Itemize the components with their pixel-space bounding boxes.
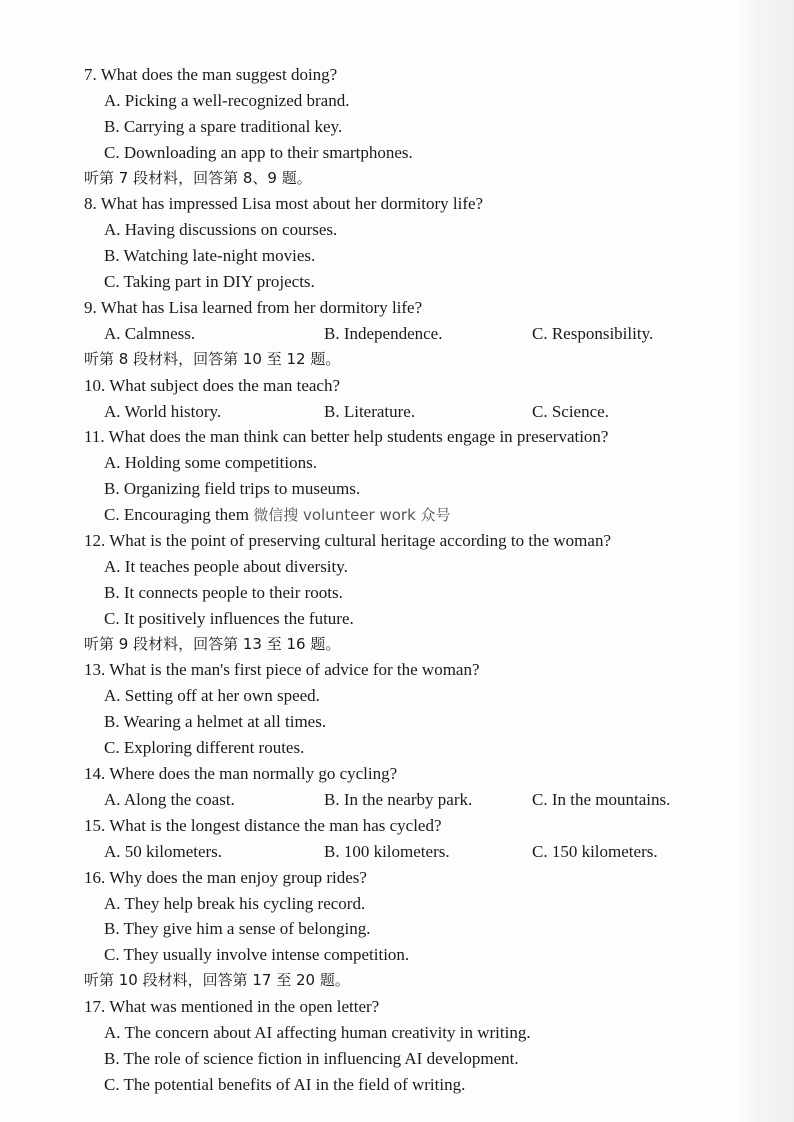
question-stem: 12. What is the point of preserving cultural heritage according to the woman? xyxy=(84,531,611,551)
option: B. In the nearby park. xyxy=(324,789,473,809)
option: B. 100 kilometers. xyxy=(324,841,450,861)
option: A. They help break his cycling record. xyxy=(104,893,366,913)
option: C. Responsibility. xyxy=(532,323,654,343)
option: C. They usually involve intense competition. xyxy=(104,945,410,965)
option: C. Science. xyxy=(532,401,609,421)
option: B. They give him a sense of belonging. xyxy=(104,919,371,939)
option-row xyxy=(84,787,744,813)
question-stem: 10. What subject does the man teach? xyxy=(84,375,341,395)
option: C. Downloading an app to their smartphones. xyxy=(104,142,413,162)
question-stem: 14. Where does the man normally go cycling? xyxy=(84,764,398,784)
option: B. Organizing field trips to museums. xyxy=(104,479,361,499)
question-stem: 17. What was mentioned in the open letter? xyxy=(84,997,380,1017)
option: A. World history. xyxy=(104,401,222,421)
section-instruction: 听第 9 段材料，回答第 13 至 16 题。 xyxy=(84,634,341,653)
option: A. 50 kilometers. xyxy=(104,841,223,861)
option: C. In the mountains. xyxy=(532,789,671,809)
question-stem: 16. Why does the man enjoy group rides? xyxy=(84,867,367,887)
option: B. Wearing a helmet at all times. xyxy=(104,712,327,732)
question-stem: 15. What is the longest distance the man has cycled? xyxy=(84,815,442,835)
question-stem: 11. What does the man think can better help students engage in preservation? xyxy=(84,427,609,447)
option: C. Taking part in DIY projects. xyxy=(104,272,315,292)
option: A. It teaches people about diversity. xyxy=(104,556,348,576)
option: B. Carrying a spare traditional key. xyxy=(104,116,343,136)
section-instruction: 听第 8 段材料，回答第 10 至 12 题。 xyxy=(84,349,341,368)
section-instruction: 听第 7 段材料，回答第 8、9 题。 xyxy=(84,168,312,187)
option: A. Holding some competitions. xyxy=(104,453,317,473)
question-stem: 8. What has impressed Lisa most about her dormitory life? xyxy=(84,194,484,214)
option xyxy=(84,502,744,528)
option: B. Watching late-night movies. xyxy=(104,246,316,266)
option: C. The potential benefits of AI in the field of writing. xyxy=(104,1074,466,1094)
option: C. 150 kilometers. xyxy=(532,841,658,861)
option: A. Having discussions on courses. xyxy=(104,220,338,240)
section-instruction: 听第 10 段材料，回答第 17 至 20 题。 xyxy=(84,971,350,990)
option: C. It positively influences the future. xyxy=(104,608,354,628)
option-row xyxy=(84,399,744,425)
option: B. Independence. xyxy=(324,323,443,343)
watermark-text: 微信搜 volunteer work 众号 xyxy=(253,506,451,525)
option: B. It connects people to their roots. xyxy=(104,582,343,602)
question-stem: 9. What has Lisa learned from her dormitory life? xyxy=(84,298,423,318)
option-row xyxy=(84,839,744,865)
question-stem: 7. What does the man suggest doing? xyxy=(84,65,338,84)
option: A. Along the coast. xyxy=(104,789,235,809)
option: A. Setting off at her own speed. xyxy=(104,686,320,706)
option-row xyxy=(84,321,744,347)
option: A. Calmness. xyxy=(104,323,196,343)
option: A. Picking a well-recognized brand. xyxy=(104,90,350,110)
option: A. The concern about AI affecting human creativity in writing. xyxy=(104,1022,531,1042)
question-list xyxy=(84,62,744,1098)
question-stem: 13. What is the man's first piece of advice for the woman? xyxy=(84,660,480,680)
option: C. Exploring different routes. xyxy=(104,738,305,758)
option-text: C. Encouraging them xyxy=(104,505,249,525)
option: B. The role of science fiction in influencing AI development. xyxy=(104,1048,519,1068)
option: B. Literature. xyxy=(324,401,416,421)
